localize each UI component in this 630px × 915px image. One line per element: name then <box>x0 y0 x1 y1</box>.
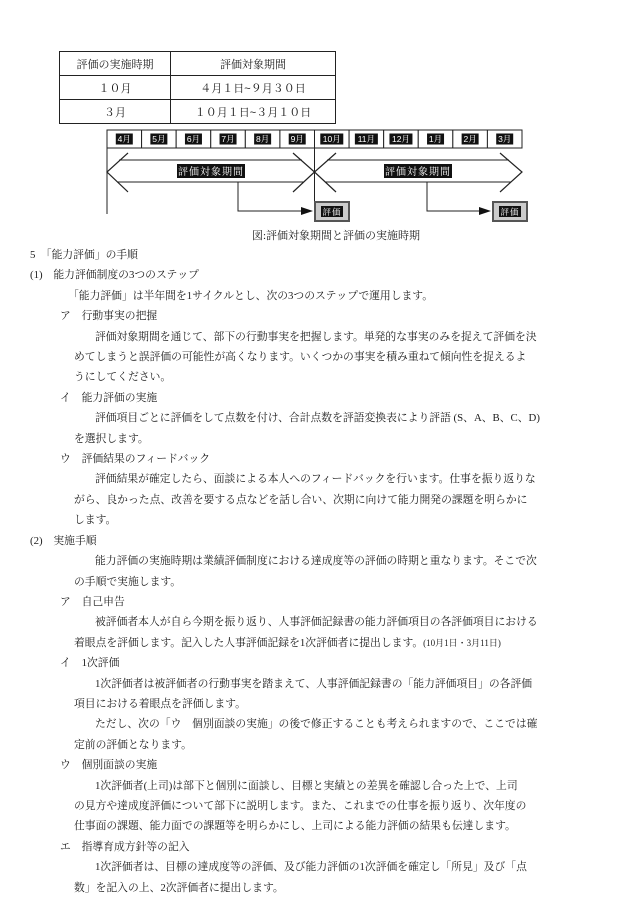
text-line <box>0 694 630 714</box>
text-line <box>0 429 630 449</box>
second-eval-connector <box>427 182 527 221</box>
month-row <box>107 130 522 148</box>
text-run: 定前の評価となります。 <box>74 738 192 751</box>
text-line <box>0 837 630 857</box>
month-label: 7月 <box>221 134 235 144</box>
text-line <box>0 735 630 755</box>
text-line <box>0 490 630 510</box>
month-label: 4月 <box>117 134 131 144</box>
text-run: 被評価者本人が自ら今期を振り返り、人事評価記録書の能力評価項目の各評価項目における <box>95 616 538 629</box>
text-line <box>0 347 630 367</box>
text-run: ア 自己申告 <box>60 595 125 608</box>
eval-label: 評価 <box>322 207 342 217</box>
period-label: 評価対象期間 <box>385 167 451 178</box>
text-run: 1次評価者(上司)は部下と個別に面談し、目標と実績との差異を確認し合った上で、上司 <box>95 779 518 792</box>
arrow-right-chevron-icon <box>293 153 315 192</box>
arrowhead-icon <box>479 207 491 215</box>
text-line <box>0 286 630 306</box>
text-run: めてしまうと誤評価の可能性が高くなります。いくつかの事実を積み重ねて傾向性を捉えるよ <box>74 351 527 364</box>
text-line <box>0 449 630 469</box>
column-header-target-period: 評価対象期間 <box>171 52 336 76</box>
arrow-left-chevron-icon <box>315 153 337 192</box>
text-line <box>0 510 630 530</box>
text-line <box>0 388 630 408</box>
connector-line <box>238 182 301 211</box>
text-line <box>0 265 630 285</box>
arrow-left-chevron-icon <box>107 153 128 192</box>
table-header-row <box>60 52 336 76</box>
text-run-small: (10月1日・3月11日) <box>423 637 501 648</box>
arrowhead-icon <box>301 207 313 215</box>
table-row <box>60 100 336 124</box>
text-line <box>0 592 630 612</box>
text-line <box>0 245 630 265</box>
text-run: 仕事面の課題、能力面での課題等を明らかにし、上司による能力評価の結果も伝達します。 <box>74 820 516 833</box>
month-label: 5月 <box>152 134 166 144</box>
cell-target-period: １０月１日~３月１０日 <box>171 100 336 124</box>
text-run: (1) 能力評価制度の3つのステップ <box>30 269 199 282</box>
text-line <box>0 857 630 877</box>
first-period-arrow <box>107 153 315 192</box>
text-run: 評価項目ごとに評価をして点数を付け、合計点数を評語変換表により評語 (S、A、B、C、D) <box>95 412 540 425</box>
text-line <box>0 816 630 836</box>
text-line <box>0 714 630 734</box>
text-line <box>0 306 630 326</box>
body-text <box>0 245 630 898</box>
text-run: うにしてください。 <box>74 371 172 384</box>
text-line <box>0 327 630 347</box>
month-label: 9月 <box>290 134 304 144</box>
text-line <box>0 469 630 489</box>
timeline-svg <box>0 125 630 228</box>
month-label: 3月 <box>498 134 512 144</box>
text-run: 「能力評価」は半年間を1サイクルとし、次の3つのステップで運用します。 <box>68 289 434 302</box>
text-run: イ 能力評価の実施 <box>60 391 158 404</box>
text-line <box>0 531 630 551</box>
month-label: 11月 <box>357 134 376 144</box>
text-run: ウ 個別面談の実施 <box>60 759 158 772</box>
text-run: ア 行動事実の把握 <box>60 310 158 323</box>
text-run: 着眼点を評価します。記入した人事評価記録を1次評価者に提出します。 <box>74 636 424 649</box>
connector-line <box>427 182 479 211</box>
text-line <box>0 878 630 898</box>
table-row <box>60 76 336 100</box>
text-run: 能力評価の実施時期は業績評価制度における達成度等の評価の時期と重なります。そこで次 <box>95 555 537 568</box>
text-line <box>0 653 630 673</box>
cell-implementation-time: １０月 <box>60 76 171 100</box>
text-run: の見方や達成度評価について部下に説明します。また、これまでの仕事を振り返り、次年度の <box>74 799 527 812</box>
evaluation-timeline-diagram <box>0 125 630 228</box>
text-run: 評価対象期間を通じて、部下の行動事実を把握します。単発的な事実のみを捉えて評価を決 <box>95 330 537 343</box>
text-line <box>0 572 630 592</box>
text-run: 数」を記入の上、2次評価者に提出します。 <box>74 881 284 894</box>
text-line <box>0 367 630 387</box>
text-run: します。 <box>74 514 117 527</box>
text-line <box>0 551 630 571</box>
text-line <box>0 633 630 653</box>
evaluation-schedule-table <box>59 51 336 124</box>
text-run: を選択します。 <box>74 432 149 445</box>
text-run: 評価結果が確定したら、面談による本人へのフィードバックを行います。仕事を振り返りな <box>95 473 536 486</box>
text-line <box>0 674 630 694</box>
text-run: 5 「能力評価」の手順 <box>30 249 138 261</box>
text-line <box>0 612 630 632</box>
month-label: 12月 <box>391 134 410 144</box>
text-run: 項目における着眼点を評価します。 <box>74 697 246 710</box>
month-label: 8月 <box>256 134 270 144</box>
text-run: 1次評価者は、目標の達成度等の評価、及び能力評価の1次評価を確定し「所見」及び「点 <box>95 861 527 874</box>
column-header-implementation-time: 評価の実施時期 <box>60 52 171 76</box>
figure-caption: 図:評価対象期間と評価の実施時期 <box>251 230 421 242</box>
text-line <box>0 796 630 816</box>
period-label: 評価対象期間 <box>178 167 244 178</box>
text-run: イ 1次評価 <box>60 657 120 670</box>
text-line <box>0 755 630 775</box>
month-label: 6月 <box>186 134 201 144</box>
text-line <box>0 776 630 796</box>
text-run: がら、良かった点、改善を要する点などを話し合い、次期に向けて能力開発の課題を明らかに <box>74 493 528 506</box>
text-run: の手順で実施します。 <box>74 575 182 588</box>
month-label: 1月 <box>428 134 443 144</box>
text-run: (2) 実施手順 <box>30 534 97 547</box>
text-run: 1次評価者は被評価者の行動事実を踏まえて、人事評価記録書の「能力評価項目」の各評価 <box>95 677 533 690</box>
second-period-arrow <box>315 153 523 192</box>
cell-implementation-time: ３月 <box>60 100 171 124</box>
month-label: 2月 <box>463 134 477 144</box>
eval-label: 評価 <box>500 207 520 217</box>
text-run: エ 指導育成方針等の記入 <box>60 840 190 853</box>
text-run: ただし、次の「ウ 個別面談の実施」の後で修正することも考えられますので、ここでは確 <box>95 718 538 731</box>
arrow-right-chevron-icon <box>500 153 522 192</box>
cell-target-period: ４月１日~９月３０日 <box>171 76 336 100</box>
month-label: 10月 <box>322 134 341 144</box>
text-line <box>0 408 630 428</box>
text-run: ウ 評価結果のフィードバック <box>60 453 211 466</box>
